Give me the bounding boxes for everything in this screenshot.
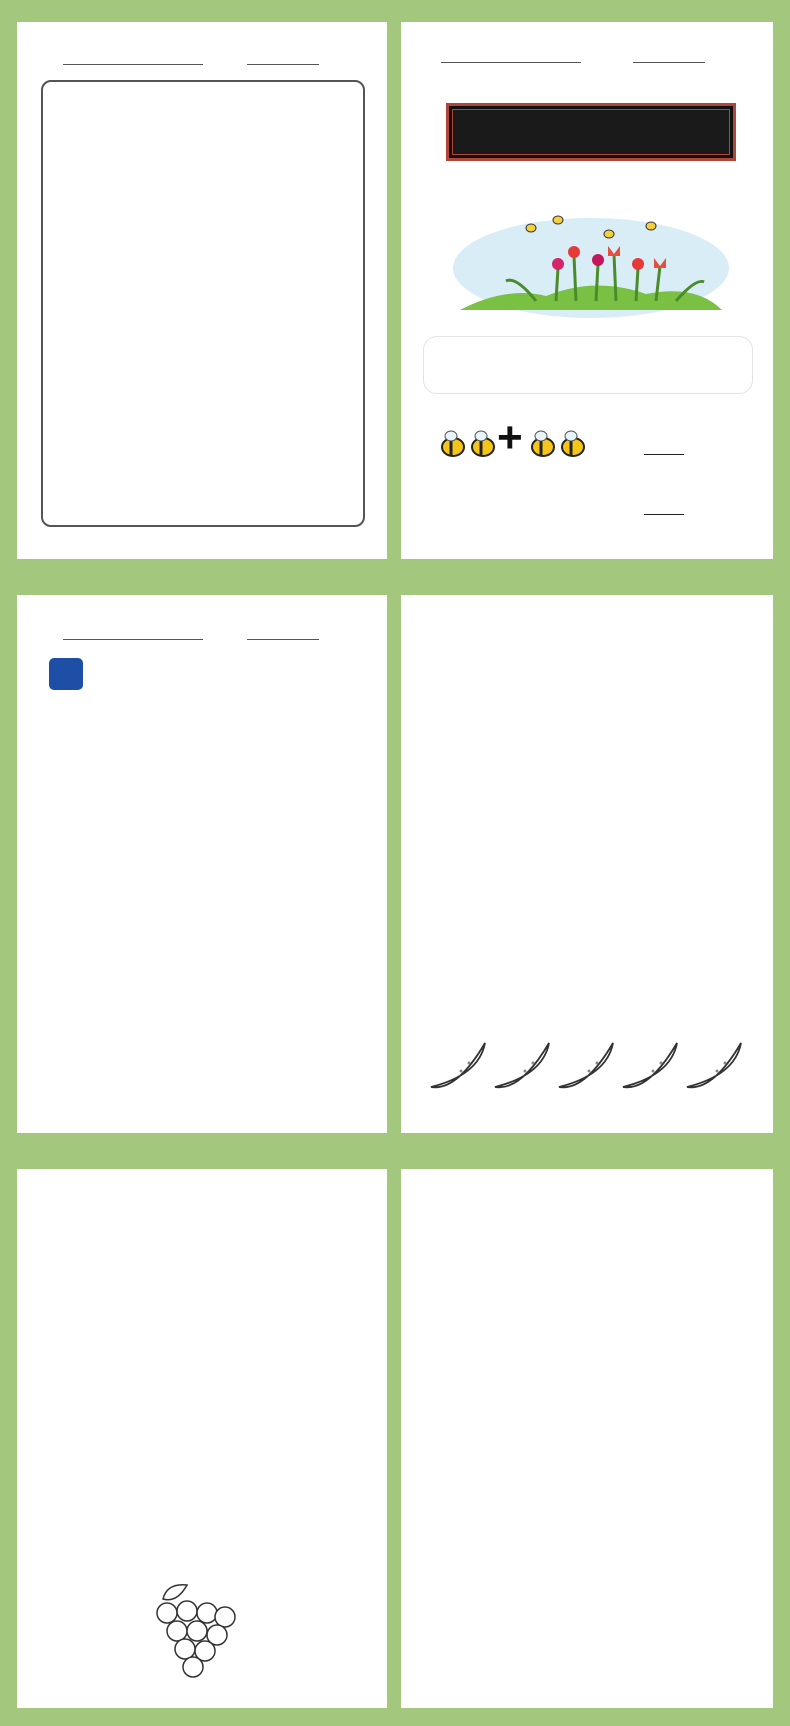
corn-cobs-illustration: [461, 1593, 721, 1679]
date-field: [633, 51, 705, 63]
story-box: [423, 336, 753, 394]
flower-meadow-illustration: [446, 206, 736, 326]
worksheet-page-32: [401, 22, 773, 559]
exploration-frame: [41, 80, 365, 527]
worksheet-page-34: [401, 595, 773, 1133]
bee-icon: [527, 427, 597, 463]
chalkboard-banner: [446, 103, 736, 161]
date-field: [247, 53, 319, 65]
name-field: [63, 628, 203, 640]
name-field: [441, 51, 581, 63]
worksheet-page-31: [17, 22, 387, 559]
answer-blank: [644, 514, 684, 515]
plus-sign: +: [497, 413, 523, 462]
worksheet-page-33: [17, 595, 387, 1133]
problem-rows: [43, 174, 363, 525]
date-field: [247, 628, 319, 640]
name-field: [63, 53, 203, 65]
answer-blank: [644, 454, 684, 455]
worksheet-page-35: [17, 1169, 387, 1708]
watermelon-slices-illustration: [427, 1035, 747, 1095]
math-counting-badge: [49, 658, 83, 690]
worksheet-page-36: [401, 1169, 773, 1708]
grapes-illustration: [137, 1577, 247, 1687]
